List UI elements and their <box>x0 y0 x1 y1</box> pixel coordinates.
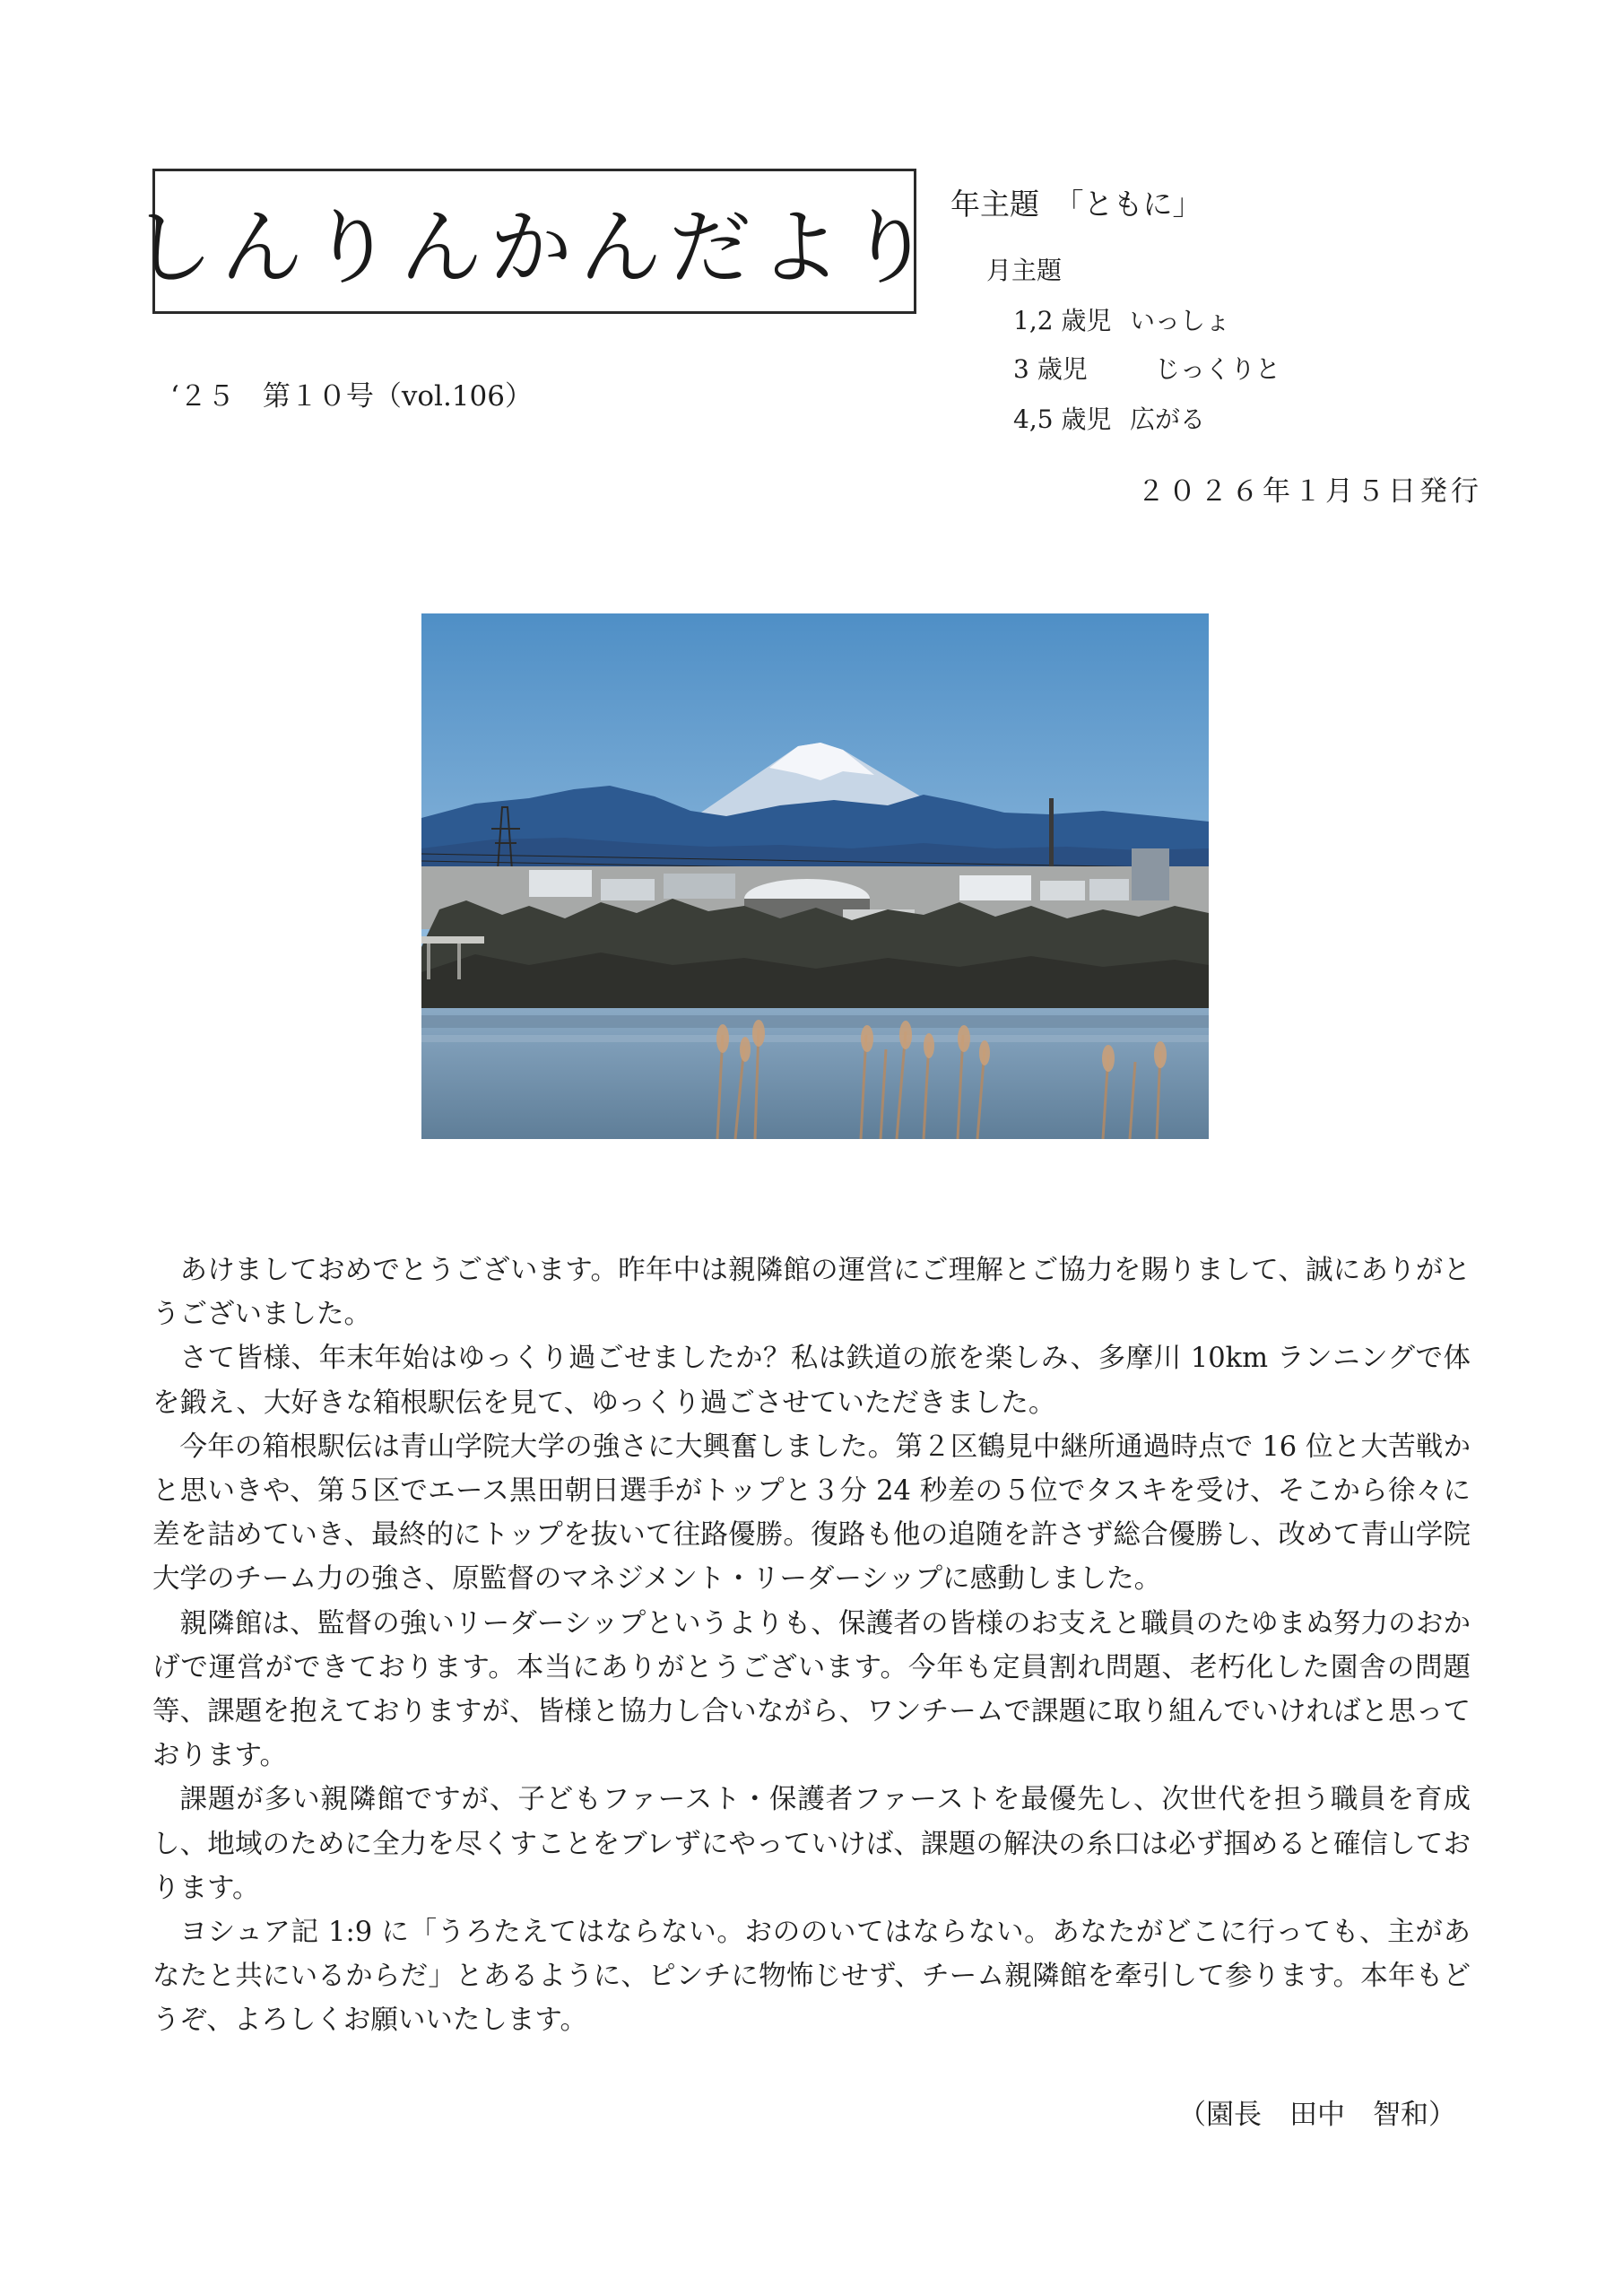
age-group: 1,2 歳児 <box>1013 306 1112 335</box>
monthly-theme-row <box>1013 350 1280 386</box>
paragraph: さて皆様、年末年始はゆっくり過ごせましたか？私は鉄道の旅を楽しみ、多摩川 10km ランニングで体を鍛え、大好きな箱根駅伝を見て、ゆっくり過ごさせていただきました。 <box>152 1343 1471 1419</box>
monthly-theme-row <box>1013 400 1205 436</box>
paragraph: 親隣館は、監督の強いリーダーシップというよりも、保護者の皆様のお支えと職員のたゆまぬ努力のおかげで運営ができております。本当にありがとうございます。今年も定員割れ問題、老朽化した園舎の問題等、課題を抱えておりますが、皆様と協力し合いながら、ワンチームで課題に取り組んでいければと思っております。 <box>152 1607 1471 1772</box>
paragraph: あけましておめでとうございます。昨年中は親隣館の運営にご理解とご協力を賜りまして、誠にありがとうございました。 <box>152 1255 1471 1331</box>
age-group: 3 歳児 <box>1013 354 1088 384</box>
monthly-theme-row <box>1013 301 1230 337</box>
landscape-illustration <box>421 613 1209 1139</box>
paragraph: 課題が多い親隣館ですが、子どもファースト・保護者ファーストを最優先し、次世代を担う職員を育成し、地域のために全力を尽くすことをブレずにやっていけば、課題の解決の糸口は必ず掴めると確信しております。 <box>152 1784 1471 1904</box>
mount-fuji-photo <box>421 613 1209 1139</box>
paragraph: 今年の箱根駅伝は青山学院大学の強さに大興奮しました。第２区鶴見中継所通過時点で 16 位と大苦戦かと思いきや、第５区でエース黒田朝日選手がトップと３分 24 秒差の５位でタスキを受け、そこから徐々に差を詰めていき、最終的にトップを抜いて往路優勝。復路も他の追随を許さず総合優勝し、改めて青山学院大学のチーム力の強さ、原監督のマネジメント・リーダーシップに感動しました。 <box>152 1431 1471 1596</box>
age-theme: じっくりと <box>1130 354 1281 384</box>
annual-theme: 年主題 「ともに」 <box>950 187 1202 222</box>
title-box <box>131 169 939 314</box>
age-group: 4,5 歳児 <box>1013 404 1112 434</box>
age-theme: いっしょ <box>1130 306 1231 335</box>
signature: （園長 田中 智和） <box>1178 2099 1456 2131</box>
monthly-theme-label: 月主題 <box>986 256 1063 285</box>
age-theme: 広がる <box>1130 404 1206 434</box>
publish-date: ２０２６年１月５日発行 <box>1137 475 1482 508</box>
issue-number: ‘２５ 第１０号（vol.106） <box>170 380 533 413</box>
paragraph: ヨシュア記 1:9 に「うろたえてはならない。おののいてはならない。あなたがどこに行っても、主があなたと共にいるからだ」とあるように、ピンチに物怖じせず、チーム親隣館を牽引して参ります。本年もどうぞ、よろしくお願いいたします。 <box>152 1917 1471 2037</box>
newsletter-title: しんりんかんだより <box>131 200 939 296</box>
body-text <box>152 1248 1471 2043</box>
